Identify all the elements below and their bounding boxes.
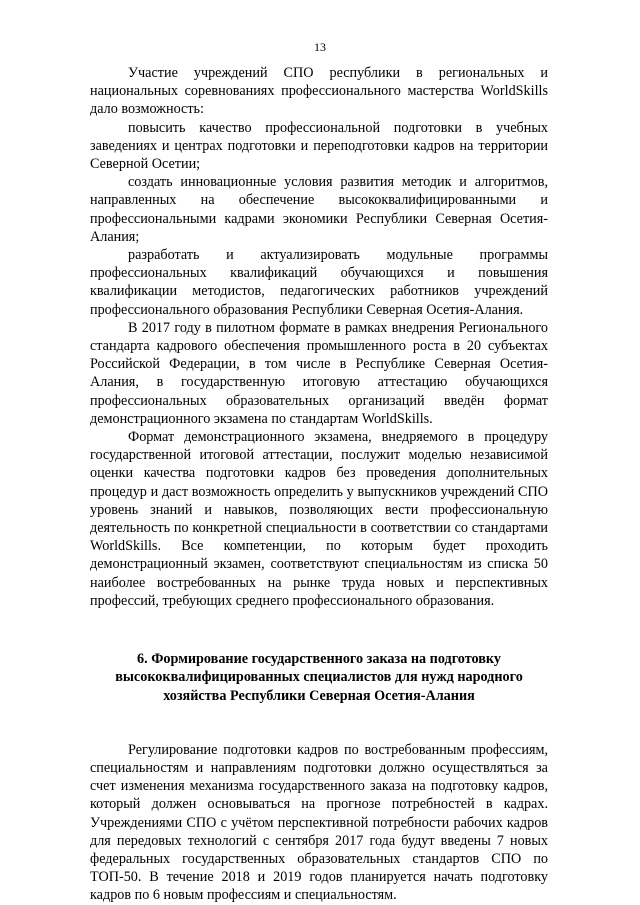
paragraph: Регулирование подготовки кадров по востребованным профессиям, специальностям и направлениям подготовки должно осуществляться за счет изменения механизма государственного заказа на подготовку кадров, который должен основываться на прогнозе потребностей в кадрах. Учреждениями СПО с учётом перспективной потребности рабочих кадров для передовых технологий с сентября 2017 года будут введены 7 новых федеральных государственных образовательных стандартов СПО по ТОП-50. В течение 2018 и 2019 годов планируется начать подготовку кадров по 6 новым профессиям и специальностям. xyxy=(90,741,548,904)
page-number: 13 xyxy=(314,40,326,54)
paragraph: повысить качество профессиональной подготовки в учебных заведениях и центрах подготовки и переподготовки кадров на территории Северной Осетии; xyxy=(90,119,548,173)
section-heading: 6. Формирование государственного заказа на подготовку высококвалифицированных специалистов для нужд народного хозяйства Республики Северная Осетия-Алания xyxy=(115,651,523,704)
paragraph: Формат демонстрационного экзамена, внедряемого в процедуру государственной итоговой аттестации, послужит моделью независимой оценки качества подготовки кадров без проведения дополнительных процедур и даст возможность определить у выпускников учреждений СПО уровень знаний и навыков, позволяющих вести профессиональную деятельность по конкретной специальности в соответствии со стандартами WorldSkills. Все компетенции, по которым будет проходить демонстрационный экзамен, соответствуют специальностям из списка 50 наиболее востребованных на рынке труда новых и перспективных профессий, требующих среднего профессионального образования. xyxy=(90,429,548,609)
paragraph: Участие учреждений СПО республики в региональных и национальных соревнованиях профессионального мастерства WorldSkills дало возможность: xyxy=(90,65,548,118)
paragraph: В 2017 году в пилотном формате в рамках внедрения Регионального стандарта кадрового обеспечения промышленного роста в 20 субъектах Российской Федерации, в том числе в Республике Северная Осетия-Алания, в государственную итоговую аттестацию обучающихся профессиональных образовательных организаций введён формат демонстрационного экзамена по стандартам WorldSkills. xyxy=(90,319,548,427)
paragraph: разработать и актуализировать модульные программы профессиональных квалификаций обучающихся и повышения квалификации методистов, педагогических работников учреждений профессионального образования Республики Северная Осетия-Алания. xyxy=(90,247,548,318)
document-body xyxy=(90,64,548,905)
paragraph: создать инновационные условия развития методик и алгоритмов, направленных на обеспечение высококвалифицированными и профессиональными кадрами экономики Республики Северная Осетия-Алания; xyxy=(90,174,548,245)
